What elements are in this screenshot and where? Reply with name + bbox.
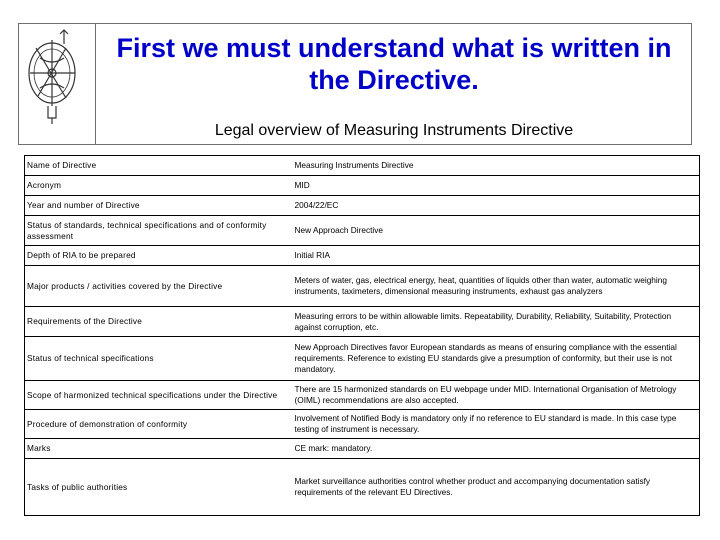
row-value: There are 15 harmonized standards on EU webpage under MID. International Organisation of Metrology (OIML) recommendations are also accepted. [293, 381, 700, 410]
row-label: Scope of harmonized technical specifications under the Directive [25, 381, 293, 410]
row-value: New Approach Directive [293, 216, 700, 246]
row-value: Involvement of Notified Body is mandatory only if no reference to EU standard is made. In this case type testing of instrument is necessary. [293, 410, 700, 439]
table-row [25, 266, 700, 307]
row-label: Requirements of the Directive [25, 307, 293, 337]
table-row [25, 176, 700, 196]
table-row [25, 381, 700, 410]
row-label: Depth of RIA to be prepared [25, 246, 293, 266]
logo-cell [19, 24, 96, 144]
row-label: Tasks of public authorities [25, 459, 293, 516]
row-label: Year and number of Directive [25, 196, 293, 216]
row-value: Meters of water, gas, electrical energy, heat, quantities of liquids other than water, automatic weighing instruments, taximeters, dimensional measuring instruments, exhaust gas analyzers [293, 266, 700, 307]
table-row [25, 156, 700, 176]
table-row [25, 337, 700, 381]
table-row [25, 307, 700, 337]
row-label: Status of standards, technical specifications and of conformity assessment [25, 216, 293, 246]
row-label: Status of technical specifications [25, 337, 293, 381]
row-value: Measuring errors to be within allowable limits. Repeatability, Durability, Reliability, Suitability, Protection against corruption, etc. [293, 307, 700, 337]
row-value: Initial RIA [293, 246, 700, 266]
row-value: MID [293, 176, 700, 196]
table-row [25, 439, 700, 459]
row-value: Market surveillance authorities control whether product and accompanying documentation satisfy requirements of the relevant EU Directives. [293, 459, 700, 516]
row-label: Major products / activities covered by the Directive [25, 266, 293, 307]
row-label: Procedure of demonstration of conformity [25, 410, 293, 439]
row-value: 2004/22/EC [293, 196, 700, 216]
table-row [25, 246, 700, 266]
table-row [25, 196, 700, 216]
row-value: Measuring Instruments Directive [293, 156, 700, 176]
table-row [25, 216, 700, 246]
directive-overview-table [24, 155, 700, 516]
table-row [25, 459, 700, 516]
row-value: CE mark: mandatory. [293, 439, 700, 459]
compass-logo-icon [20, 28, 92, 128]
page-title: First we must understand what is written in the Directive. [116, 33, 672, 95]
page-subtitle: Legal overview of Measuring Instruments Directive [214, 122, 574, 139]
header-box [18, 23, 692, 145]
row-label: Marks [25, 439, 293, 459]
row-value: New Approach Directives favor European standards as means of ensuring compliance with the essential requirements. Reference to existing EU standards give a presumption of conformity, but their use is not mandatory. [293, 337, 700, 381]
row-label: Acronym [25, 176, 293, 196]
table-row [25, 410, 700, 439]
row-label: Name of Directive [25, 156, 293, 176]
